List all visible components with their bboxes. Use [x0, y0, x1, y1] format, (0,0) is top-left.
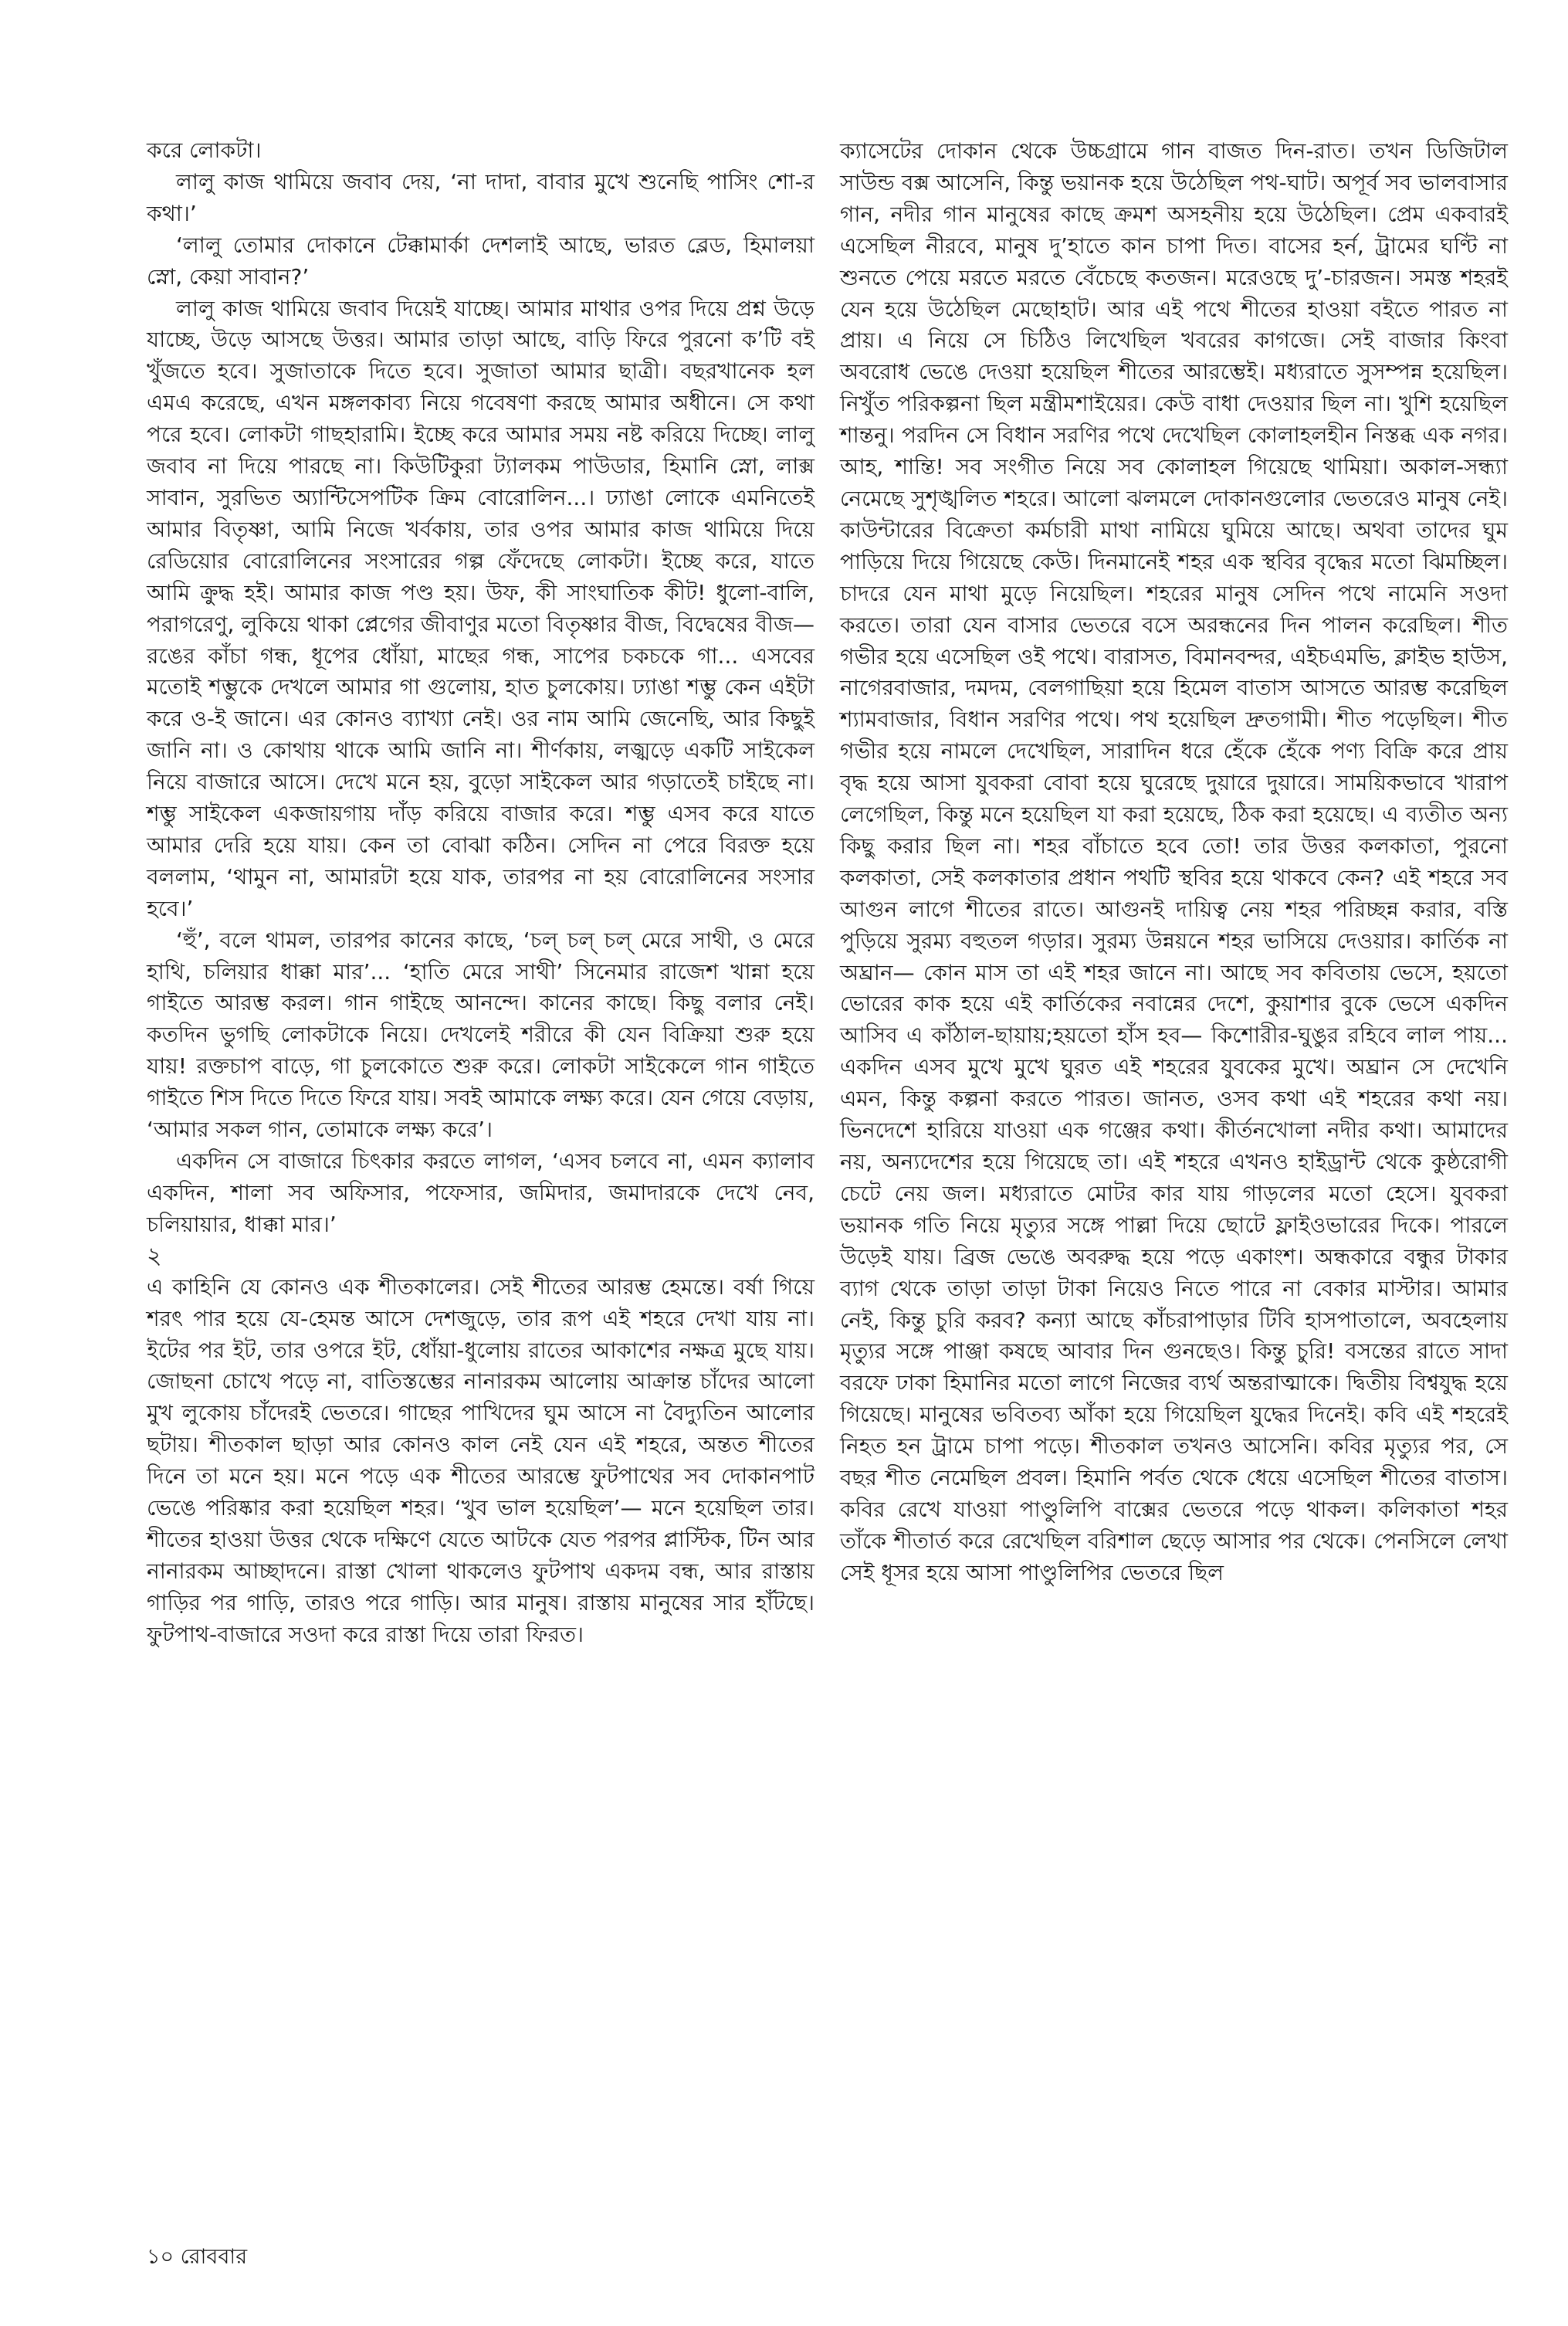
paragraph: লালু কাজ থামিয়ে জবাব দিয়েই যাচ্ছে। আমার মাথার ওপর দিয়ে প্রশ্ন উড়ে যাচ্ছে, উড়ে আসছে উত্তর। আমার তাড়া আছে, বাড়ি ফিরে পুরনো ক’টি বই খুঁজতে হবে। সুজাতাকে দিতে হবে। সুজাতা আমার ছাত্রী। বছরখানেক হল এমএ করেছে, এখন মঙ্গলকাব্য নিয়ে গবেষণা করছে আমার অধীনে। সে কথা পরে হবে। লোকটা গাছহারামি। ইচ্ছে করে আমার সময় নষ্ট করিয়ে দিচ্ছে। লালু জবাব না দিয়ে পারছে না। কিউটিকুরা ট্যালকম পাউডার, হিমানি স্নো, লাক্স সাবান, সুরভিত অ্যান্টিসেপটিক ক্রিম বোরোলিন...। ঢ্যাঙা লোকে এমনিতেই আমার বিতৃষ্ণা, আমি নিজে খর্বকায়, তার ওপর আমার কাজ থামিয়ে দিয়ে রেডিয়োর বোরোলিনের সংসারের গল্প ফেঁদেছে লোকটা। ইচ্ছে করে, যাতে আমি ক্রুদ্ধ হই। আমার কাজ পণ্ড হয়। উফ, কী সাংঘাতিক কীট! ধুলো-বালি, পরাগরেণু, লুকিয়ে থাকা প্লেগের জীবাণুর মতো বিতৃষ্ণার বীজ, বিদ্বেষের বীজ— রঙের কাঁচা গন্ধ, ধূপের ধোঁয়া, মাছের গন্ধ, সাপের চকচকে গা... এসবের মতোই শম্ভুকে দেখলে আমার গা গুলোয়, হাত চুলকোয়। ঢ্যাঙা শম্ভু কেন এইটা করে ও-ই জানে। এর কোনও ব্যাখ্যা নেই। ওর নাম আমি জেনেছি, আর কিছুই জানি না। ও কোথায় থাকে আমি জানি না। শীর্ণকায়, লজ্ঝড়ে একটি সাইকেল নিয়ে বাজারে আসে। দেখে মনে হয়, বুড়ো সাইকেল আর গড়াতেই চাইছে না। শম্ভু সাইকেল একজায়গায় দাঁড় করিয়ে বাজার করে। শম্ভু এসব করে যাতে আমার দেরি হয়ে যায়। কেন তা বোঝা কঠিন। সেদিন না পেরে বিরক্ত হয়ে বললাম, ‘থামুন না, আমারটা হয়ে যাক, তারপর না হয় বোরোলিনের সংসার হবে।’ — [147, 295, 814, 921]
paragraph: এ কাহিনি যে কোনও এক শীতকালের। সেই শীতের আরম্ভ হেমন্তে। বর্ষা গিয়ে শরৎ পার হয়ে যে-হেমন্ত আসে দেশজুড়ে, তার রূপ এই শহরে দেখা যায় না। ইটের পর ইট, তার ওপরে ইট, ধোঁয়া-ধুলোয় রাতের আকাশের নক্ষত্র মুছে যায়। জোছনা চোখে পড়ে না, বাতিস্তম্ভের নানারকম আলোয় আক্রান্ত চাঁদের আলো মুখ লুকোয় চাঁদেরই ভেতরে। গাছের পাখিদের ঘুম আসে না বৈদ্যুতিন আলোর ছটায়। শীতকাল ছাড়া আর কোনও কাল নেই যেন এই শহরে, অন্তত শীতের দিনে তা মনে হয়। মনে পড়ে এক শীতের আরম্ভে ফুটপাথের সব দোকানপাট ভেঙে পরিষ্কার করা হয়েছিল শহর। ‘খুব ভাল হয়েছিল’— মনে হয়েছিল তার। শীতের হাওয়া উত্তর থেকে দক্ষিণে যেতে আটকে যেত পরপর প্লাস্টিক, টিন আর নানারকম আচ্ছাদনে। রাস্তা খোলা থাকলেও ফুটপাথ একদম বন্ধ, আর রাস্তায় গাড়ির পর গাড়ি, তারও পরে গাড়ি। আর মানুষ। রাস্তায় মানুষের সার হাঁটছে। ফুটপাথ-বাজারে সওদা করে রাস্তা দিয়ে তারা ফিরত। — [147, 1273, 814, 1647]
page-footer — [147, 2244, 247, 2270]
left-column — [147, 135, 814, 1651]
paragraph: ‘হুঁ’, বলে থামল, তারপর কানের কাছে, ‘চল্ চল্ চল্ মেরে সাথী, ও মেরে হাথি, চলিয়ার ধাক্কা মার’... ‘হাতি মেরে সাথী’ সিনেমার রাজেশ খান্না হয়ে গাইতে আরম্ভ করল। গান গাইছে আনন্দে। কানের কাছে। কিছু বলার নেই। কতদিন ভুগছি লোকটাকে নিয়ে। দেখলেই শরীরে কী যেন বিক্রিয়া শুরু হয়ে যায়! রক্তচাপ বাড়ে, গা চুলকোতে শুরু করে। লোকটা সাইকেলে গান গাইতে গাইতে শিস দিতে দিতে ফিরে যায়। সবই আমাকে লক্ষ্য করে। যেন গেয়ে বেড়ায়, ‘আমার সকল গান, তোমাকে লক্ষ্য করে’। — [147, 927, 814, 1143]
paragraph: একদিন সে বাজারে চিৎকার করতে লাগল, ‘এসব চলবে না, এমন ক্যালাব একদিন, শালা সব অফিসার, পফেসার, জমিদার, জমাদারকে দেখে নেব, চলিয়ায়ার, ধাক্কা মার।’ — [147, 1148, 814, 1237]
publication-name: রোববার — [180, 2245, 248, 2269]
right-column — [840, 136, 1508, 1589]
paragraph: ‘লালু তোমার দোকানে টেক্কামার্কা দেশলাই আছে, ভারত ব্লেড, হিমালয়া স্নো, কেয়া সাবান?’ — [147, 232, 814, 290]
paragraph: লালু কাজ থামিয়ে জবাব দেয়, ‘না দাদা, বাবার মুখে শুনেছি পাসিং শো-র কথা।’ — [147, 168, 814, 226]
paragraph: করে লোকটা। — [147, 137, 262, 163]
paragraph: ক্যাসেটের দোকান থেকে উচ্চগ্রামে গান বাজত দিন-রাত। তখন ডিজিটাল সাউন্ড বক্স আসেনি, কিন্তু ভয়ানক হয়ে উঠেছিল পথ-ঘাট। অপূর্ব সব ভালবাসার গান, নদীর গান মানুষের কাছে ক্রমশ অসহনীয় হয়ে উঠেছিল। প্রেম একবারই এসেছিল নীরবে, মানুষ দু’হাতে কান চাপা দিত। বাসের হর্ন, ট্রামের ঘণ্টি না শুনতে পেয়ে মরতে মরতে বেঁচেছে কতজন। মরেওছে দু’-চারজন। সমস্ত শহরই যেন হয়ে উঠেছিল মেছোহাট। আর এই পথে শীতের হাওয়া বইতে পারত না প্রায়। এ নিয়ে সে চিঠিও লিখেছিল খবরের কাগজে। সেই বাজার কিংবা অবরোধ ভেঙে দেওয়া হয়েছিল শীতের আরম্ভেই। মধ্যরাতে সুসম্পন্ন হয়েছিল। নিখুঁত পরিকল্পনা ছিল মন্ত্রীমশাইয়ের। কেউ বাধা দেওয়ার ছিল না। খুশি হয়েছিল শান্তনু। পরদিন সে বিধান সরণির পথে দেখেছিল কোলাহলহীন নিস্তব্ধ এক নগর। আহ, শান্তি! সব সংগীত নিয়ে সব কোলাহল গিয়েছে থামিয়া। অকাল-সন্ধ্যা নেমেছে সুশৃঙ্খলিত শহরে। আলো ঝলমলে দোকানগুলোর ভেতরেও মানুষ নেই। কাউন্টারের বিক্রেতা কর্মচারী মাথা নামিয়ে ঘুমিয়ে আছে। অথবা তাদের ঘুম পাড়িয়ে দিয়ে গিয়েছে কেউ। দিনমানেই শহর এক স্থবির বৃদ্ধের মতো ঝিমচ্ছিল। চাদরে যেন মাথা মুড়ে নিয়েছিল। শহরের মানুষ সেদিন পথে নামেনি সওদা করতে। তারা যেন বাসার ভেতরে বসে অরন্ধনের দিন পালন করেছিল। শীত গভীর হয়ে এসেছিল ওই পথে। বারাসত, বিমানবন্দর, এইচএমভি, ক্লাইভ হাউস, নাগেরবাজার, দমদম, বেলগাছিয়া হয়ে হিমেল বাতাস আসতে আরম্ভ করেছিল শ্যামবাজার, বিধান সরণির পথে। পথ হয়েছিল দ্রুতগামী। শীত পড়েছিল। শীত গভীর হয়ে নামলে দেখেছিল, সারাদিন ধরে হেঁকে হেঁকে পণ্য বিক্রি করে প্রায় বৃদ্ধ হয়ে আসা যুবকরা বোবা হয়ে ঘুরেছে দুয়ারে দুয়ারে। সাময়িকভাবে খারাপ লেগেছিল, কিন্তু মনে হয়েছিল যা করা হয়েছে, ঠিক করা হয়েছে। এ ব্যতীত অন্য কিছু করার ছিল না। শহর বাঁচাতে হবে তো! তার উত্তর কলকাতা, পুরনো কলকাতা, সেই কলকাতার প্রধান পথটি স্থবির হয়ে থাকবে কেন? এই শহরে সব আগুন লাগে শীতের রাতে। আগুনই দায়িত্ব নেয় শহর পরিচ্ছন্ন করার, বস্তি পুড়িয়ে সুরম্য বহুতল গড়ার। সুরম্য উন্নয়নে শহর ভাসিয়ে দেওয়ার। কার্তিক না অঘ্রান— কোন মাস তা এই শহর জানে না। আছে সব কবিতায় ভেসে, হয়তো ভোরের কাক হয়ে এই কার্তিকের নবান্নের দেশে, কুয়াশার বুকে ভেসে একদিন আসিব এ কাঁঠাল-ছায়ায়;হয়তো হাঁস হব— কিশোরীর-ঘুঙুর রহিবে লাল পায়... একদিন এসব মুখে মুখে ঘুরত এই শহরের যুবকের মুখে। অঘ্রান সে দেখেনি এমন, কিন্তু কল্পনা করতে পারত। জানত, ওসব কথা এই শহরের কথা নয়। ভিনদেশে হারিয়ে যাওয়া এক গঞ্জের কথা। কীর্তনখোলা নদীর কথা। আমাদের নয়, অন্যদেশের হয়ে গিয়েছে তা। এই শহরে এখনও হাইড্রান্ট থেকে কুষ্ঠরোগী চেটে নেয় জল। মধ্যরাতে মোটর কার যায় গাড়লের মতো হেসে। যুবকরা ভয়ানক গতি নিয়ে মৃত্যুর সঙ্গে পাল্লা দিয়ে ছোটে ফ্লাইওভারের দিকে। পারলে উড়েই যায়। ব্রিজ ভেঙে অবরুদ্ধ হয়ে পড়ে একাংশ। অন্ধকারে বন্ধুর টাকার ব্যাগ থেকে তাড়া তাড়া টাকা নিয়েও নিতে পারে না বেকার মাস্টার। আমার নেই, কিন্তু চুরি করব? কন্যা আছে কাঁচরাপাড়ার টিবি হাসপাতালে, অবহেলায় মৃত্যুর সঙ্গে পাঞ্জা কষছে আবার দিন গুনছেও। কিন্তু চুরি! বসন্তের রাতে সাদা বরফে ঢাকা হিমানির মতো লাগে নিজের ব্যর্থ অন্তরাত্মাকে। দ্বিতীয় বিশ্বযুদ্ধ হয়ে গিয়েছে। মানুষের ভবিতব্য আঁকা হয়ে গিয়েছিল যুদ্ধের দিনেই। কবি এই শহরেই নিহত হন ট্রামে চাপা পড়ে। শীতকাল তখনও আসেনি। কবির মৃত্যুর পর, সে বছর শীত নেমেছিল প্রবল। হিমানি পর্বত থেকে ধেয়ে এসেছিল শীতের বাতাস। কবির রেখে যাওয়া পাণ্ডুলিপি বাক্সের ভেতরে পড়ে থাকল। কলিকাতা শহর তাঁকে শীতার্ত করে রেখেছিল বরিশাল ছেড়ে আসার পর থেকে। পেনসিলে লেখা সেই ধূসর হয়ে আসা পাণ্ডুলিপির ভেতরে ছিল — [840, 138, 1508, 1585]
section-number: ২ — [147, 1242, 162, 1270]
page-number: ১০ — [147, 2245, 174, 2269]
